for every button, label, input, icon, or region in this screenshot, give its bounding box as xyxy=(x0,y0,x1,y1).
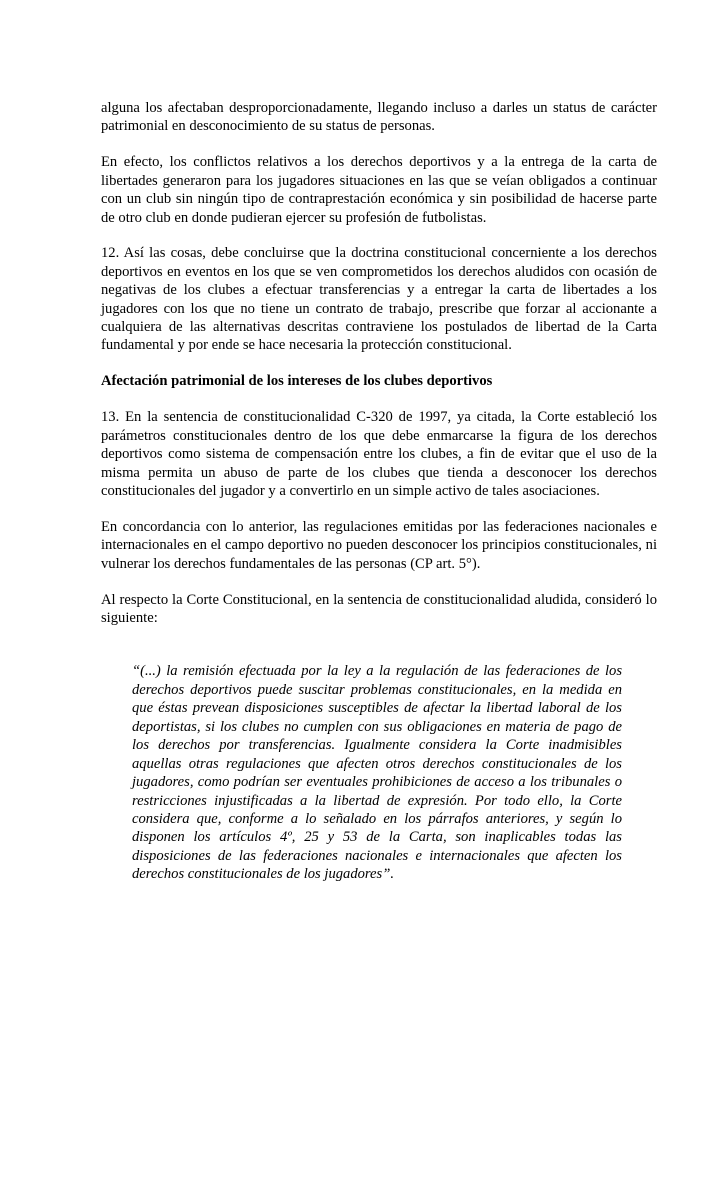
paragraph-conflictos: En efecto, los conflictos relativos a los derechos deportivos y a la entrega de la carta de libertades generaron para los jugadores situaciones en las que se veían obligados a continuar con un club sin ningún tipo de contraprestación económica y sin posibilidad de hacerse parte de otro club en donde pudieran ejercer su profesión de futbolistas. xyxy=(101,154,657,226)
section-heading: Afectación patrimonial de los intereses de los clubes deportivos xyxy=(101,373,493,390)
block-quote: “(...) la remisión efectuada por la ley a la regulación de las federaciones de los derechos deportivos puede suscitar problemas constitucionales, en la medida en que éstas prevean disposiciones susceptibles de afectar la libertad laboral de los deportistas, si los clubes no cumplen con sus obligaciones en materia de pago de los derechos por transferencias. Igualmente considera la Corte inadmisibles aquellas otras regulaciones que afecten otros derechos constitucionales de los jugadores, como podrían ser eventuales prohibiciones de acceso a los tribunales o restricciones injustificadas a la libertad de expresión. Por todo ello, la Corte considera que, conforme a lo señalado en los párrafos anteriores, y según lo disponen los artículos 4º, 25 y 53 de la Carta, son inaplicables todas las disposiciones de las federaciones nacionales e internacionales que afecten los derechos constitucionales de los jugadores”. xyxy=(132,663,622,883)
paragraph-13: 13. En la sentencia de constitucionalidad C-320 de 1997, ya citada, la Corte estableció los parámetros constitucionales dentro de los que debe enmarcarse la figura de los derechos deportivos como sistema de compensación entre los clubes, a fin de evitar que el uso de la misma permita un abuso de parte de los clubes que tienda a desconocer los derechos constitucionales del jugador y a convertirlo en un simple activo de tales asociaciones. xyxy=(101,409,657,499)
document-page xyxy=(101,99,657,884)
paragraph-concordancia: En concordancia con lo anterior, las regulaciones emitidas por las federaciones nacionales e internacionales en el campo deportivo no pueden desconocer los principios constitucionales, ni vulnerar los derechos fundamentales de las personas (CP art. 5°). xyxy=(101,518,657,572)
paragraph-12: 12. Así las cosas, debe concluirse que la doctrina constitucional concerniente a los derechos deportivos en eventos en los que se ven comprometidos los derechos aludidos con ocasión de negativas de los clubes a efectuar transferencias y a entregar la carta de libertades a los jugadores con los que no tiene un contrato de trabajo, prescribe que forzar al accionante a cualquiera de las alternativas descritas contraviene los postulados de libertad de la Carta fundamental y por ende se hace necesaria la protección constitucional. xyxy=(101,245,657,354)
paragraph-continuation: alguna los afectaban desproporcionadamente, llegando incluso a darles un status de carácter patrimonial en desconocimiento de su status de personas. xyxy=(101,100,657,135)
paragraph-al-respecto: Al respecto la Corte Constitucional, en la sentencia de constitucionalidad aludida, consideró lo siguiente: xyxy=(101,591,657,626)
